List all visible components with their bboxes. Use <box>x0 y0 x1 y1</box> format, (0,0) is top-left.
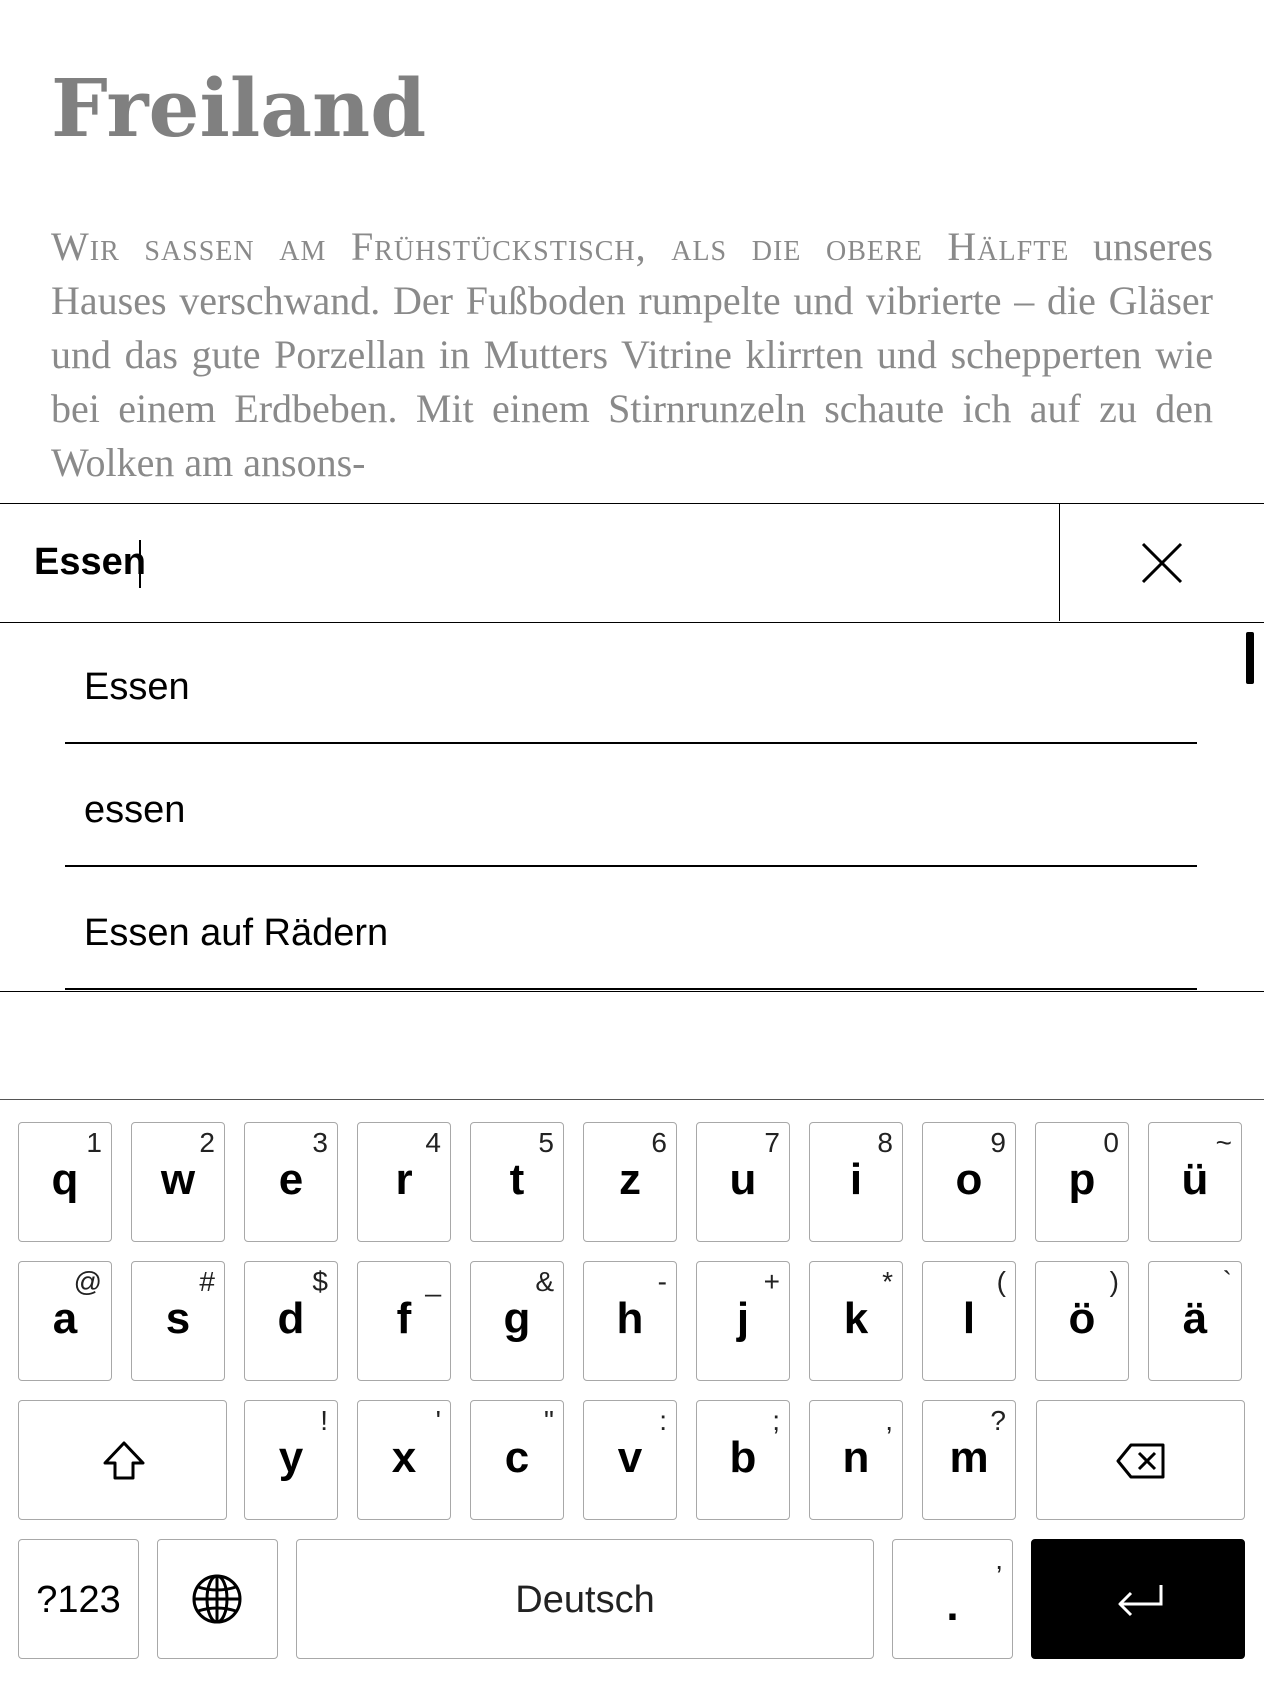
language-key[interactable] <box>157 1539 278 1659</box>
key-main-char: ö <box>1068 1294 1096 1343</box>
book-page <box>0 0 1264 503</box>
key-alt-char: 7 <box>764 1127 780 1158</box>
key-alt-char: 3 <box>312 1127 328 1158</box>
key-alt-char: ) <box>1109 1266 1119 1297</box>
key-alt-char: , <box>995 1544 1003 1575</box>
enter-icon <box>1115 1582 1165 1618</box>
key-alt-char: & <box>535 1266 554 1297</box>
key-alt-char: ~ <box>1215 1127 1232 1158</box>
key-alt-char: # <box>199 1266 215 1297</box>
key-m[interactable] <box>922 1400 1016 1520</box>
key-s[interactable] <box>131 1261 225 1381</box>
key-alt-char: ! <box>320 1405 328 1436</box>
suggestion-label: Essen <box>84 666 190 708</box>
key-y[interactable] <box>244 1400 338 1520</box>
key-alt-char: 2 <box>199 1127 215 1158</box>
key-alt-char: * <box>882 1266 893 1297</box>
period-key[interactable] <box>892 1539 1013 1659</box>
close-search-button[interactable] <box>1059 504 1264 621</box>
enter-key[interactable] <box>1031 1539 1245 1659</box>
key-p[interactable] <box>1035 1122 1129 1242</box>
key-j[interactable] <box>696 1261 790 1381</box>
key-main-char: a <box>52 1294 78 1343</box>
key-main-char: l <box>962 1294 976 1343</box>
key-r[interactable] <box>357 1122 451 1242</box>
suggestion-list <box>0 623 1264 992</box>
key-main-char: c <box>504 1433 530 1482</box>
key-i[interactable] <box>809 1122 903 1242</box>
suggestion-label: essen <box>84 789 186 831</box>
key-alt-char: _ <box>425 1266 441 1297</box>
key-alt-char: 6 <box>651 1127 667 1158</box>
chapter-text <box>51 220 1213 490</box>
key-alt-char: 5 <box>538 1127 554 1158</box>
key-alt-char: 8 <box>877 1127 893 1158</box>
key-main-char: f <box>396 1294 412 1343</box>
key-f[interactable] <box>357 1261 451 1381</box>
scrollbar-thumb[interactable] <box>1246 632 1254 684</box>
key-main-char: z <box>619 1155 641 1204</box>
key-alt-char: ? <box>990 1405 1006 1436</box>
shift-icon <box>102 1441 146 1481</box>
shift-key[interactable] <box>18 1400 227 1520</box>
chapter-text-smallcaps: Wir sassen am Frühstückstisch, als die obere Hälfte <box>51 224 1070 269</box>
key-v[interactable] <box>583 1400 677 1520</box>
search-bar <box>0 503 1264 623</box>
key-alt-char: , <box>885 1405 893 1436</box>
key-h[interactable] <box>583 1261 677 1381</box>
key-alt-char: ; <box>772 1405 780 1436</box>
key-main-char: p <box>1068 1155 1096 1204</box>
key-e[interactable] <box>244 1122 338 1242</box>
text-caret <box>139 540 141 588</box>
key-ü[interactable] <box>1148 1122 1242 1242</box>
symbols-key[interactable] <box>18 1539 139 1659</box>
key-main-char: j <box>736 1294 750 1343</box>
key-main-char: o <box>955 1155 983 1204</box>
key-main-char: ü <box>1181 1155 1209 1204</box>
backspace-key[interactable] <box>1036 1400 1245 1520</box>
key-u[interactable] <box>696 1122 790 1242</box>
key-main-char: d <box>277 1294 305 1343</box>
key-z[interactable] <box>583 1122 677 1242</box>
key-w[interactable] <box>131 1122 225 1242</box>
search-input[interactable] <box>34 504 1034 621</box>
key-alt-char: : <box>659 1405 667 1436</box>
suggestion-label: Essen auf Rädern <box>84 912 389 954</box>
key-alt-char: 0 <box>1103 1127 1119 1158</box>
key-alt-char: " <box>544 1405 554 1436</box>
key-c[interactable] <box>470 1400 564 1520</box>
key-ö[interactable] <box>1035 1261 1129 1381</box>
key-main-char: y <box>278 1433 304 1482</box>
key-alt-char: + <box>763 1266 780 1297</box>
key-b[interactable] <box>696 1400 790 1520</box>
key-l[interactable] <box>922 1261 1016 1381</box>
key-t[interactable] <box>470 1122 564 1242</box>
key-alt-char: ` <box>1222 1266 1232 1297</box>
key-alt-char: ( <box>996 1266 1006 1297</box>
suggestion-item[interactable] <box>65 869 1197 990</box>
key-main-char: b <box>729 1433 757 1482</box>
key-main-char: h <box>616 1294 644 1343</box>
key-alt-char: $ <box>312 1266 328 1297</box>
key-alt-char: @ <box>73 1266 102 1297</box>
on-screen-keyboard <box>0 1099 1264 1681</box>
suggestion-item[interactable] <box>65 623 1197 744</box>
key-main-char: r <box>395 1155 413 1204</box>
key-main-char: x <box>391 1433 417 1482</box>
key-alt-char: 1 <box>86 1127 102 1158</box>
key-d[interactable] <box>244 1261 338 1381</box>
symbols-key-label: ?123 <box>36 1579 121 1621</box>
key-ä[interactable] <box>1148 1261 1242 1381</box>
key-main-char: g <box>503 1294 531 1343</box>
key-main-char: v <box>617 1433 643 1482</box>
key-main-char: ä <box>1182 1294 1208 1343</box>
chapter-title: Freiland <box>51 61 427 155</box>
key-main-char: i <box>849 1155 863 1204</box>
key-alt-char: - <box>657 1266 667 1297</box>
space-key[interactable] <box>296 1539 874 1659</box>
key-main-char: e <box>278 1155 304 1204</box>
key-alt-char: 4 <box>425 1127 441 1158</box>
key-main-char: n <box>842 1433 870 1482</box>
key-a[interactable] <box>18 1261 112 1381</box>
key-x[interactable] <box>357 1400 451 1520</box>
chapter-text-body: unseres Hauses verschwand. Der Fußboden rumpelte und vibrierte – die Gläser und das gute Porzellan in Mutters Vitrine klirrten und schepperten wie bei einem Erdbeben. Mit einem Stirnrunzeln schaute ich auf zu den Wolken am ansons- <box>51 224 1213 485</box>
key-alt-char: 9 <box>990 1127 1006 1158</box>
close-icon <box>1140 541 1184 585</box>
key-n[interactable] <box>809 1400 903 1520</box>
space-key-label: Deutsch <box>515 1579 655 1621</box>
key-main-char: u <box>729 1155 757 1204</box>
backspace-icon <box>1115 1442 1167 1480</box>
key-k[interactable] <box>809 1261 903 1381</box>
key-main-char: w <box>160 1155 196 1204</box>
key-main-char: t <box>509 1155 525 1204</box>
key-q[interactable] <box>18 1122 112 1242</box>
suggestion-item[interactable] <box>65 746 1197 867</box>
key-g[interactable] <box>470 1261 564 1381</box>
key-main-char: m <box>949 1433 989 1482</box>
key-main-char: s <box>165 1294 191 1343</box>
key-alt-char: ' <box>435 1405 441 1436</box>
key-main-char: q <box>51 1155 79 1204</box>
key-o[interactable] <box>922 1122 1016 1242</box>
key-main-char: . <box>946 1581 959 1630</box>
globe-icon <box>191 1573 243 1625</box>
key-main-char: k <box>843 1294 869 1343</box>
